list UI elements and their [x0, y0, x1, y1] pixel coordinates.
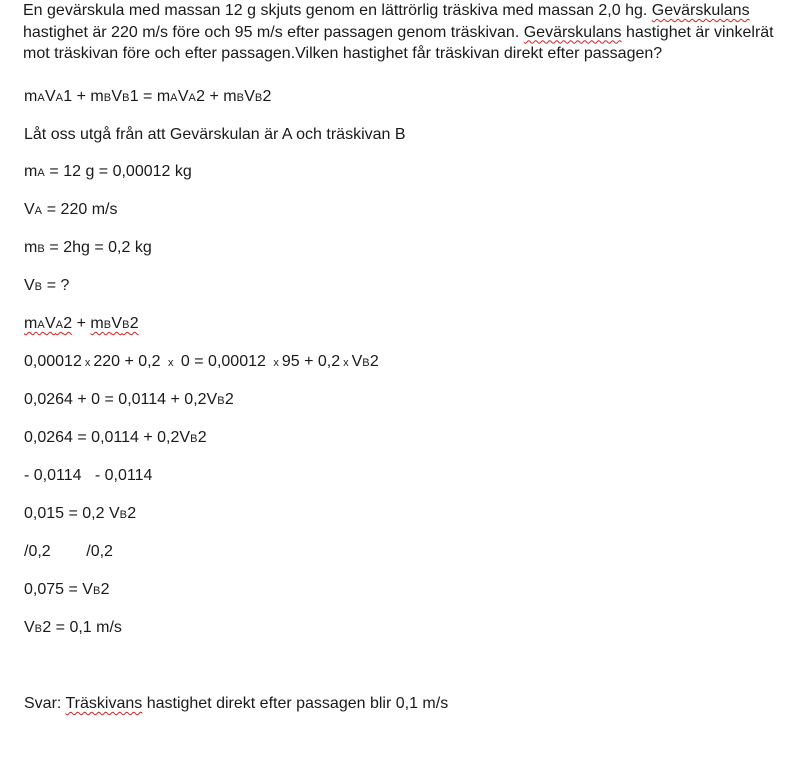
problem-text-3: hastighet är vinkelrät mot träskivan före och efter passagen.Vilken hastighet får träskivan direkt efter passagen?	[23, 23, 774, 62]
spellcheck-word: Gevärskulans	[651, 2, 750, 19]
calculation-step-4: - 0,0114 - 0,0114	[24, 467, 153, 484]
problem-text-2: hastighet är 220 m/s före och 95 m/s efter passagen genom träskivan.	[23, 23, 524, 41]
calculation-step-5: 0,015 = 0,2 VB2	[24, 505, 137, 522]
calculation-step-2: 0,0264 + 0 = 0,0114 + 0,2VB2	[24, 391, 234, 408]
spellcheck-word: Gevärskulans	[523, 23, 622, 41]
given-mass-b: mB = 2hg = 0,2 kg	[24, 239, 152, 256]
answer-line: Svar: Träskivans hastighet direkt efter passagen blir 0,1 m/s	[24, 695, 449, 712]
assumption-line: Låt oss utgå från att Gevärskulan är A och träskivan B	[24, 126, 406, 143]
problem-statement	[23, 0, 793, 65]
after-momentum-expression: mAVA2 + mBVB2	[24, 315, 139, 332]
spellcheck-word: Träskivans	[65, 695, 143, 712]
given-mass-a: mA = 12 g = 0,00012 kg	[24, 163, 192, 180]
result-line: VB2 = 0,1 m/s	[24, 619, 122, 636]
calculation-step-7: 0,075 = VB2	[24, 581, 110, 598]
calculation-step-6: /0,2 /0,2	[24, 543, 113, 560]
substitution-step: 0,00012 x 220 + 0,2 x 0 = 0,00012 x 95 + 0,2 x VB2	[24, 353, 379, 370]
problem-text-1: En gevärskula med massan 12 g skjuts genom en lättrörlig träskiva med massan 2,0 hg.	[23, 2, 652, 19]
spellcheck-word: mBVB2	[90, 315, 139, 332]
calculation-step-3: 0,0264 = 0,0114 + 0,2VB2	[24, 429, 207, 446]
momentum-formula: mAVA1 + mBVB1 = mAVA2 + mBVB2	[24, 88, 272, 105]
given-velocity-a: VA = 220 m/s	[24, 201, 118, 218]
spellcheck-word: mAVA2	[24, 315, 73, 332]
unknown-velocity-b: VB = ?	[24, 277, 70, 294]
